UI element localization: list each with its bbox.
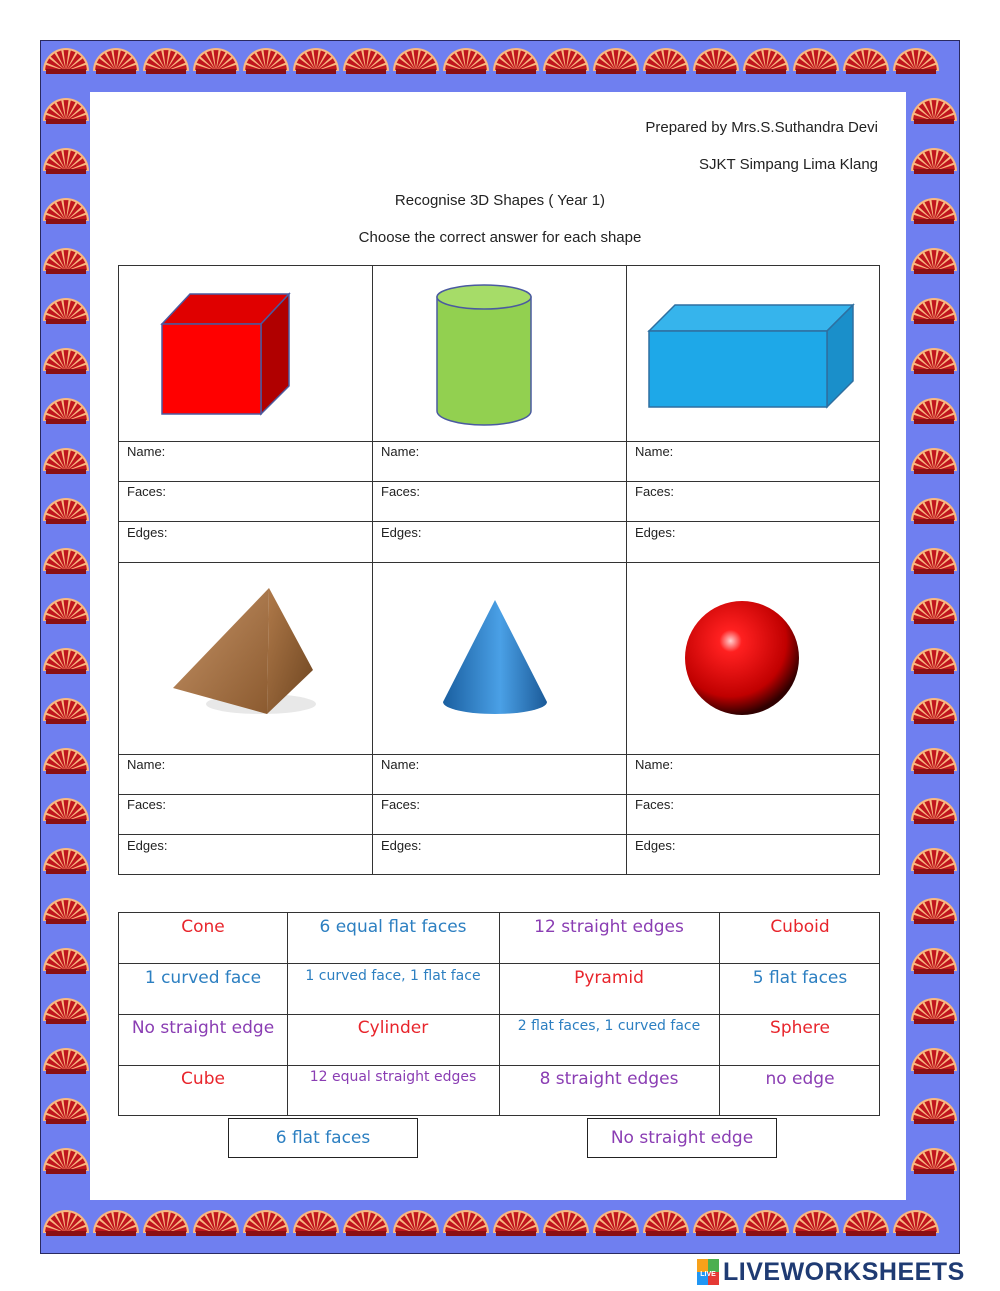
fan-motif xyxy=(43,898,89,924)
fan-motif xyxy=(911,1048,957,1074)
fan-motif xyxy=(643,1210,689,1236)
fan-motif xyxy=(43,848,89,874)
live-badge-icon xyxy=(697,1259,719,1285)
fan-motif xyxy=(693,1210,739,1236)
fan-motif xyxy=(911,898,957,924)
answer-option[interactable]: 1 curved face, 1 flat face xyxy=(305,967,481,984)
fan-motif xyxy=(493,1210,539,1236)
edges-field[interactable]: Edges: xyxy=(127,838,168,853)
answer-option[interactable]: Cone xyxy=(181,917,225,937)
name-field[interactable]: Name: xyxy=(381,757,420,772)
row-divider xyxy=(119,481,879,482)
fan-motif xyxy=(143,48,189,74)
fan-motif xyxy=(543,48,589,74)
fan-motif xyxy=(43,248,89,274)
fan-motif xyxy=(911,948,957,974)
fan-motif xyxy=(911,298,957,324)
answer-option[interactable]: 6 equal flat faces xyxy=(319,917,467,937)
row-divider xyxy=(119,754,879,755)
fan-motif xyxy=(43,98,89,124)
fan-motif xyxy=(193,1210,239,1236)
fan-motif xyxy=(911,798,957,824)
fan-motif xyxy=(43,1210,89,1236)
fan-motif xyxy=(911,998,957,1024)
fan-motif xyxy=(393,1210,439,1236)
logo-badge-text: LIVE xyxy=(700,1271,716,1278)
row-divider xyxy=(119,794,879,795)
fan-motif xyxy=(843,1210,889,1236)
fan-motif xyxy=(643,48,689,74)
fan-motif xyxy=(911,748,957,774)
fan-motif xyxy=(393,48,439,74)
fan-motif xyxy=(911,848,957,874)
edges-field[interactable]: Edges: xyxy=(127,525,168,540)
fan-motif xyxy=(43,398,89,424)
fan-motif xyxy=(93,1210,139,1236)
cylinder-icon xyxy=(434,283,534,429)
fan-motif xyxy=(43,998,89,1024)
fan-motif xyxy=(793,1210,839,1236)
fan-motif xyxy=(43,648,89,674)
instructions: Choose the correct answer for each shape xyxy=(358,229,642,246)
fan-motif xyxy=(793,48,839,74)
fan-motif xyxy=(593,1210,639,1236)
school-name: SJKT Simpang Lima Klang xyxy=(699,156,878,173)
answer-option-extra[interactable]: No straight edge xyxy=(587,1118,777,1158)
pyramid-icon xyxy=(171,584,316,718)
faces-field[interactable]: Faces: xyxy=(381,484,421,499)
fan-motif xyxy=(743,48,789,74)
answer-table xyxy=(118,912,880,1116)
fan-motif xyxy=(343,1210,389,1236)
liveworksheets-logo[interactable] xyxy=(697,1257,965,1287)
fan-motif xyxy=(43,498,89,524)
answer-option[interactable]: No straight edge xyxy=(131,1018,275,1039)
fan-motif xyxy=(911,1148,957,1174)
answer-option[interactable]: Cube xyxy=(181,1069,225,1090)
fan-motif xyxy=(593,48,639,74)
fan-motif xyxy=(43,298,89,324)
fan-motif xyxy=(43,748,89,774)
shape-table xyxy=(118,265,880,875)
faces-field[interactable]: Faces: xyxy=(635,797,675,812)
answer-option[interactable]: 12 straight edges xyxy=(534,917,684,937)
fan-motif xyxy=(43,148,89,174)
row-divider xyxy=(119,441,879,442)
name-field[interactable]: Name: xyxy=(635,444,674,459)
row-divider xyxy=(119,562,879,563)
fan-motif xyxy=(911,548,957,574)
fan-motif xyxy=(93,48,139,74)
fan-motif xyxy=(893,48,939,74)
fan-motif xyxy=(443,48,489,74)
answer-option[interactable]: 12 equal straight edges xyxy=(309,1069,477,1086)
fan-motif xyxy=(43,598,89,624)
fan-motif xyxy=(43,1048,89,1074)
name-field[interactable]: Name: xyxy=(381,444,420,459)
fan-motif xyxy=(911,248,957,274)
cuboid-icon xyxy=(647,303,855,409)
prepared-by: Prepared by Mrs.S.Suthandra Devi xyxy=(645,119,878,136)
name-field[interactable]: Name: xyxy=(635,757,674,772)
fan-motif xyxy=(43,48,89,74)
fan-motif xyxy=(343,48,389,74)
row-divider xyxy=(119,834,879,835)
fan-motif xyxy=(43,1098,89,1124)
answer-option[interactable]: Sphere xyxy=(770,1018,830,1039)
edges-field[interactable]: Edges: xyxy=(381,838,422,853)
fan-motif xyxy=(293,1210,339,1236)
faces-field[interactable]: Faces: xyxy=(381,797,421,812)
cube-icon xyxy=(159,292,293,416)
fan-motif xyxy=(43,548,89,574)
edges-field[interactable]: Edges: xyxy=(635,525,676,540)
fan-motif xyxy=(43,348,89,374)
answer-option[interactable]: Cuboid xyxy=(770,917,830,937)
worksheet-title: Recognise 3D Shapes ( Year 1) xyxy=(394,192,606,209)
fan-motif xyxy=(443,1210,489,1236)
fan-motif xyxy=(911,1098,957,1124)
fan-motif xyxy=(911,398,957,424)
fan-motif xyxy=(43,698,89,724)
fan-motif xyxy=(243,48,289,74)
fan-motif xyxy=(911,598,957,624)
fan-motif xyxy=(911,148,957,174)
fan-motif xyxy=(911,448,957,474)
answer-option-extra[interactable]: 6 flat faces xyxy=(228,1118,418,1158)
fan-motif xyxy=(293,48,339,74)
name-field[interactable]: Name: xyxy=(127,444,166,459)
answer-option[interactable]: no edge xyxy=(765,1069,835,1090)
answer-option[interactable]: 5 flat faces xyxy=(752,967,848,988)
fan-motif xyxy=(43,1148,89,1174)
fan-motif xyxy=(911,348,957,374)
fan-motif xyxy=(693,48,739,74)
edges-field[interactable]: Edges: xyxy=(635,838,676,853)
column-divider xyxy=(372,266,373,874)
faces-field[interactable]: Faces: xyxy=(127,484,167,499)
fan-motif xyxy=(911,98,957,124)
fan-motif xyxy=(43,798,89,824)
fan-motif xyxy=(843,48,889,74)
fan-motif xyxy=(911,648,957,674)
row-divider xyxy=(119,521,879,522)
logo-text: LIVEWORKSHEETS xyxy=(723,1257,965,1286)
column-divider xyxy=(626,266,627,874)
answer-option[interactable]: 2 flat faces, 1 curved face xyxy=(517,1018,701,1035)
answer-option[interactable]: Cylinder xyxy=(357,1018,429,1039)
fan-motif xyxy=(743,1210,789,1236)
sphere-icon xyxy=(684,600,800,716)
fan-motif xyxy=(193,48,239,74)
fan-motif xyxy=(911,698,957,724)
answer-option[interactable]: 8 straight edges xyxy=(539,1069,679,1090)
fan-motif xyxy=(493,48,539,74)
fan-motif xyxy=(43,448,89,474)
edges-field[interactable]: Edges: xyxy=(381,525,422,540)
cone-icon xyxy=(441,596,549,718)
fan-motif xyxy=(911,498,957,524)
fan-motif xyxy=(243,1210,289,1236)
faces-field[interactable]: Faces: xyxy=(127,797,167,812)
answer-option[interactable]: Pyramid xyxy=(574,967,644,988)
faces-field[interactable]: Faces: xyxy=(635,484,675,499)
answer-option[interactable]: 1 curved face xyxy=(144,967,262,988)
fan-motif xyxy=(543,1210,589,1236)
fan-motif xyxy=(143,1210,189,1236)
fan-motif xyxy=(43,948,89,974)
name-field[interactable]: Name: xyxy=(127,757,166,772)
fan-motif xyxy=(893,1210,939,1236)
